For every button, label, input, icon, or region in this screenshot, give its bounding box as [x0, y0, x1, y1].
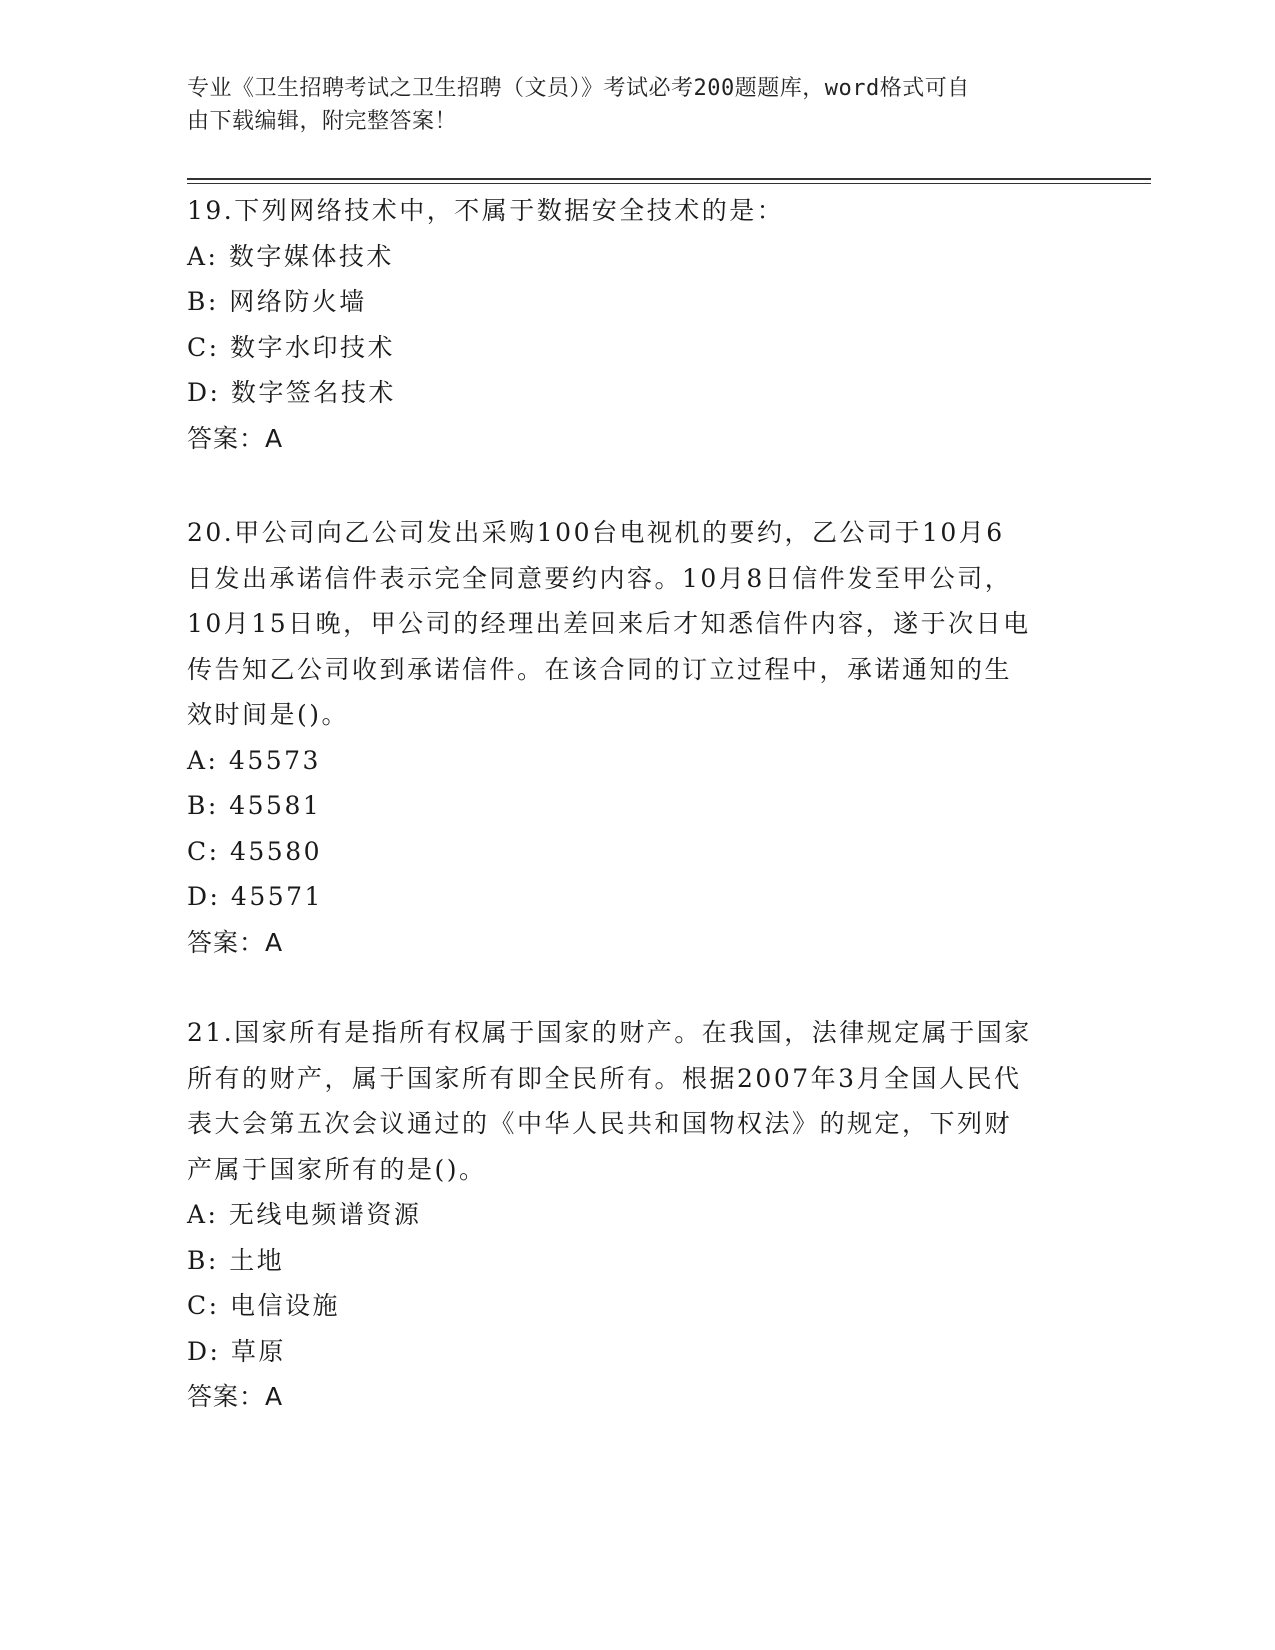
header-divider-thick — [187, 178, 1151, 180]
option-b: B: 45581 — [187, 791, 322, 820]
option-a: A: 无线电频谱资源 — [187, 1200, 422, 1229]
answer-line: 答案：A — [187, 423, 284, 453]
question-stem-line: 产属于国家所有的是()。 — [187, 1154, 487, 1184]
option-b: B: 土地 — [187, 1245, 285, 1275]
header-line-2: 由下载编辑，附完整答案！ — [187, 109, 458, 134]
option-d: D: 45571 — [187, 882, 323, 911]
option-d: D: 数字签名技术 — [187, 378, 396, 407]
option-a: A: 数字媒体技术 — [187, 241, 394, 271]
option-d: D: 草原 — [187, 1336, 286, 1366]
question-stem-line: 10月15日晚，甲公司的经理出差回来后才知悉信件内容，遂于次日电 — [187, 609, 1031, 638]
answer-line: 答案：A — [187, 927, 284, 957]
question-stem-line: 21.国家所有是指所有权属于国家的财产。在我国，法律规定属于国家 — [187, 1018, 1032, 1047]
option-a: A: 45573 — [187, 745, 321, 775]
question-stem-line: 表大会第五次会议通过的《中华人民共和国物权法》的规定，下列财 — [187, 1109, 1013, 1138]
option-b: B: 网络防火墙 — [187, 287, 367, 316]
header-divider-thin — [187, 183, 1151, 184]
question-stem: 19.下列网络技术中，不属于数据安全技术的是： — [187, 196, 785, 225]
question-21 — [187, 1010, 1087, 1420]
option-c: C: 电信设施 — [187, 1291, 340, 1320]
question-19 — [187, 188, 1087, 461]
answer-line: 答案：A — [187, 1382, 284, 1411]
question-stem-line: 所有的财产，属于国家所有即全民所有。根据2007年3月全国人民代 — [187, 1063, 1022, 1093]
question-stem-line: 传告知乙公司收到承诺信件。在该合同的订立过程中，承诺通知的生 — [187, 654, 1013, 684]
question-20 — [187, 510, 1087, 965]
option-c: C: 45580 — [187, 836, 323, 866]
option-c: C: 数字水印技术 — [187, 332, 395, 362]
question-stem-line: 20.甲公司向乙公司发出采购100台电视机的要约，乙公司于10月6 — [187, 518, 1005, 547]
question-stem-line: 效时间是()。 — [187, 700, 350, 729]
question-stem-line: 日发出承诺信件表示完全同意要约内容。10月8日信件发至甲公司， — [187, 563, 1013, 593]
header-line-1: 专业《卫生招聘考试之卫生招聘（文员）》考试必考200题题库，word格式可自 — [187, 76, 970, 101]
document-header — [187, 72, 1087, 138]
